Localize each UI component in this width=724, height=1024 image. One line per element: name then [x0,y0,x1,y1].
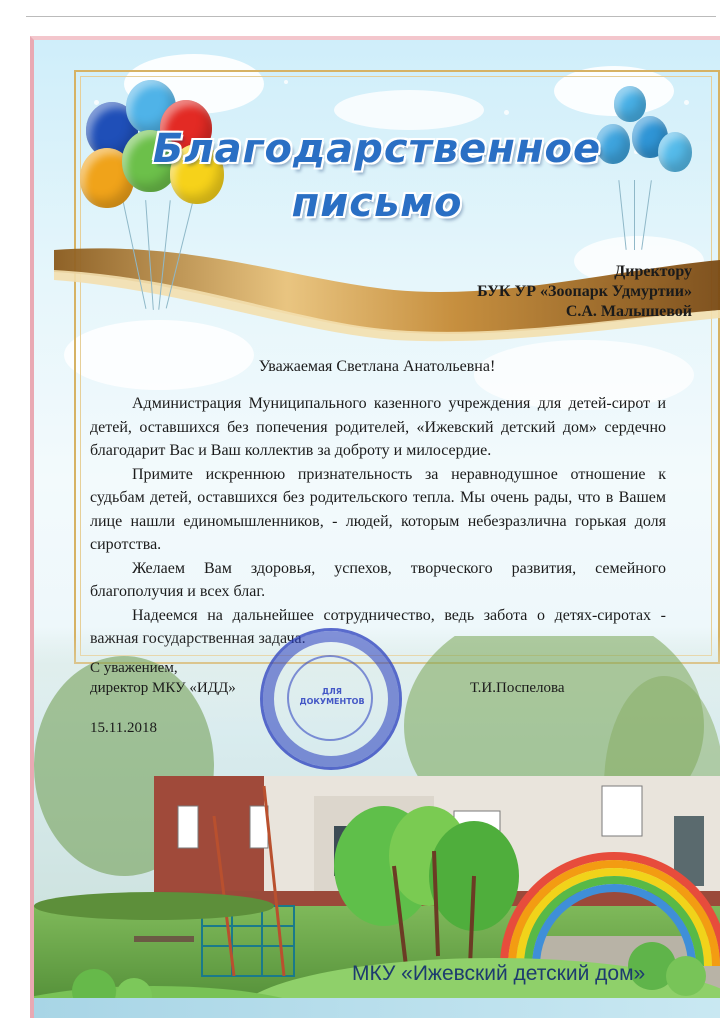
addressee-line3: С.А. Малышевой [565,303,692,320]
stamp-text: ДЛЯ ДОКУМЕНТОВ [299,687,365,706]
footer-institution-name: МКУ «Ижевский детский дом» [352,962,646,985]
signer-name: Т.И.Поспелова [470,680,565,696]
body-paragraph-2: Примите искреннюю признательность за неравнодушное отношение к судьбам детей, оставшихся без родительского тепла. Мы очень рады, что в Вашем лице нашли единомышленников, - людей, которым небезразлична горькая доля сиротства. [90,465,666,553]
sparkle-dot [284,80,288,84]
cloud-decoration [334,90,484,130]
letter-sheet [30,36,720,1018]
letter-date: 15.11.2018 [90,720,157,736]
official-stamp [260,628,402,770]
letter-title-line1: Благодарственное [152,126,602,172]
body-paragraph-3: Желаем Вам здоровья, успехов, творческого развития, семейного благополучия и всех благ. [90,559,666,600]
sparkle-dot [94,100,99,105]
body-paragraph-4: Надеемся на дальнейшее сотрудничество, ведь забота о детях-сиротах - [132,606,666,624]
scan-edge-line [26,16,716,17]
balloon-blue-right [614,86,646,122]
addressee-block [477,262,692,322]
greeting: Уважаемая Светлана Анатольевна! [258,358,496,375]
addressee-line2: БУК УР «Зоопарк Удмуртии» [477,283,692,300]
letter-body [90,392,666,651]
addressee-line1: Директору [614,263,692,280]
sparkle-dot [684,100,689,105]
closing: С уважением, [90,660,178,676]
body-paragraph-1: Администрация Муниципального казенного учреждения для детей-сирот и детей, оставшихся без попечения родителей, «Ижевский детский дом» сердечно благодарит Вас и Ваш коллектив за доброту и милосердие. [90,395,666,459]
signer-position: директор МКУ «ИДД» [90,680,236,696]
letter-title-line2: письмо [291,180,463,226]
bottom-strip [34,998,720,1018]
sparkle-dot [504,110,509,115]
